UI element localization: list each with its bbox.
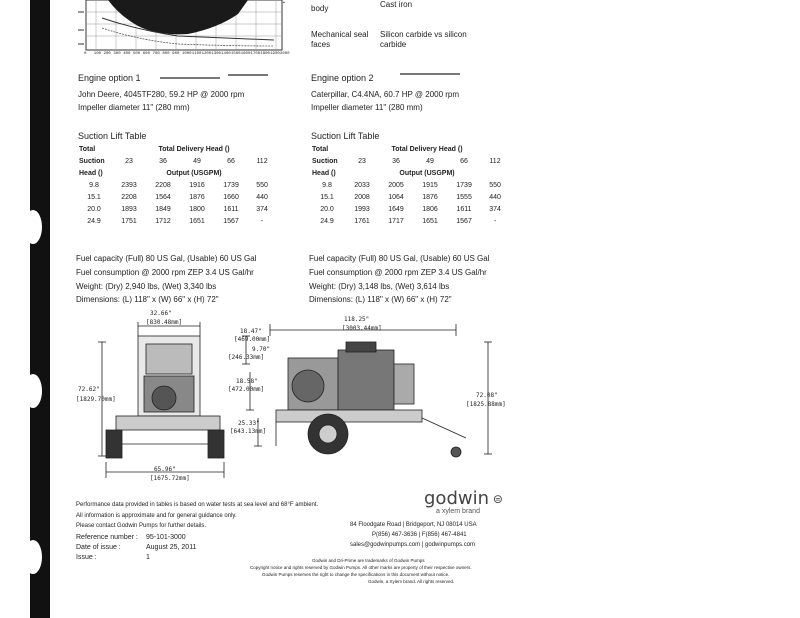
lift-cell: 374 [489, 205, 501, 213]
lift-cell: 1739 [223, 181, 239, 189]
table-row [76, 203, 276, 215]
lift-col: 66 [227, 157, 235, 165]
lift-hdr-output: Output (USGPM) [166, 169, 222, 177]
engine2-impeller: Impeller diameter 11" (280 mm) [311, 103, 423, 112]
footer-perf-note: Performance data provided in tables is based on water tests at sea level and 68°F ambient. [76, 502, 319, 508]
punch-hole [24, 210, 42, 244]
lift-cell: 2208 [155, 181, 171, 189]
lift-col: 112 [256, 157, 268, 165]
lift-cell: 1876 [189, 193, 205, 201]
material-label-seal-a: Mechanical seal [311, 30, 369, 39]
spec-dimensions-left: Dimensions: (L) 118" x (W) 66" x (H) 72" [76, 295, 219, 304]
lift-cell: 1555 [456, 193, 472, 201]
material-value-seal-a: Silicon carbide vs silicon [380, 30, 467, 39]
lift-cell: 1651 [422, 217, 438, 225]
dim-side-height: 72.08" [476, 392, 498, 399]
graph-tick-label: 1300 [211, 52, 221, 56]
footer-date-value: August 25, 2011 [146, 544, 197, 551]
graph-tick-label: 900 [172, 52, 180, 56]
material-value-body: Cast iron [380, 0, 413, 9]
footer-ref-label: Reference number : [76, 534, 138, 541]
lift-col: 49 [193, 157, 201, 165]
lift-col: 112 [489, 157, 501, 165]
dim-front-height-mm: [1829.70mm] [76, 396, 116, 403]
engine2-spec: Caterpillar, C4.4NA, 60.7 HP @ 2000 rpm [311, 90, 460, 99]
table-row [309, 179, 509, 191]
graph-tick-label: 0 [84, 52, 87, 56]
lift-cell: 1564 [155, 193, 171, 201]
lift-hdr-delivery: Total Delivery Head () [158, 145, 230, 153]
spec-fuel-consumption-left: Fuel consumption @ 2000 rpm ZEP 3.4 US Gal/hr [76, 268, 254, 277]
lift-cell: 1712 [155, 217, 171, 225]
lift-left-title: Suction Lift Table [78, 131, 147, 141]
scan-noise [160, 77, 220, 79]
lift-table-left [76, 143, 276, 227]
graph-tick-label: 300 [113, 52, 121, 56]
footer-legal-3: Godwin Pumps reserves the right to change the specifications in this document without notice. [262, 572, 450, 577]
dim-d1: 18.47" [240, 328, 262, 335]
dim-front-height: 72.62" [78, 386, 100, 393]
footer-legal-1: Godwin and Dri-Prime are trademarks of Godwin Pumps [312, 558, 425, 563]
lift-cell: 1893 [121, 205, 137, 213]
lift-cell: 1649 [388, 205, 404, 213]
lift-cell: 440 [256, 193, 268, 201]
footer-date-label: Date of issue : [76, 544, 121, 551]
lift-hdr-head: Head () [79, 169, 103, 177]
engine1-spec: John Deere, 4045TF280, 59.2 HP @ 2000 rpm [78, 90, 245, 99]
footer-ref-value: 95-101-3000 [146, 534, 186, 541]
punch-hole [24, 374, 42, 408]
graph-tick-label: 1500 [230, 52, 241, 56]
lift-cell: 1611 [456, 205, 472, 213]
lift-hdr-suction: Suction [79, 157, 105, 165]
lift-row-suction-head: 20.0 [320, 205, 334, 213]
lift-cell: 1567 [456, 217, 472, 225]
dim-d3-mm: [472.00mm] [228, 386, 265, 393]
graph-tick-label: 200 [103, 52, 111, 56]
lift-right-body [309, 179, 509, 227]
engine1-impeller: Impeller diameter 11" (280 mm) [78, 103, 190, 112]
lift-table-right [309, 143, 509, 227]
xylem-mark-icon: ⊜ [489, 492, 503, 506]
godwin-logo-text: godwin [424, 488, 489, 509]
spec-fuel-capacity-left: Fuel capacity (Full) 80 US Gal, (Usable) 60 US Gal [76, 254, 257, 263]
footer-legal-2: Copyright notice and rights reserved by Godwin Pumps. All other marks are property of their respective owners. [250, 565, 472, 570]
footer-note-approx: All information is approximate and for general guidance only. [76, 513, 237, 519]
lift-cell: 550 [489, 181, 501, 189]
scan-binding-strip [30, 0, 50, 618]
graph-tick-label: 800 [162, 52, 170, 56]
spec-fuel-consumption-right: Fuel consumption @ 2000 rpm ZEP 3.4 US Gal/hr [309, 268, 487, 277]
lift-col: 36 [392, 157, 400, 165]
dim-d4-mm: [643.13mm] [230, 428, 267, 435]
lift-row-suction-head: 15.1 [320, 193, 334, 201]
lift-left-body [76, 179, 276, 227]
dim-d2: 9.70" [252, 346, 271, 353]
lift-cell: 1993 [354, 205, 370, 213]
scan-noise [400, 73, 460, 75]
graph-tick-label: 1100 [191, 52, 202, 56]
lift-cell: 1761 [354, 217, 370, 225]
dim-side-length: 118.25" [344, 316, 370, 323]
table-row [76, 191, 276, 203]
dim-front-width-top: 32.66" [150, 310, 172, 317]
lift-cell: 440 [489, 193, 501, 201]
pump-drawing-svg [76, 306, 526, 498]
spec-weight-left: Weight: (Dry) 2,940 lbs, (Wet) 3,340 lbs [76, 282, 217, 291]
spec-dimensions-right: Dimensions: (L) 118" x (W) 66" x (H) 72" [309, 295, 452, 304]
lift-cell: 2033 [354, 181, 370, 189]
lift-cell: 1651 [189, 217, 205, 225]
lift-hdr-total: Total [312, 145, 329, 153]
graph-tick-label: 400 [123, 52, 131, 56]
table-row [309, 203, 509, 215]
footer-phone: P(856) 467-3636 | F(856) 467-4841 [372, 532, 467, 538]
lift-cell: 2393 [121, 181, 137, 189]
lift-row-suction-head: 20.0 [87, 205, 101, 213]
lift-cell: 1800 [189, 205, 205, 213]
pump-drawing [76, 306, 526, 498]
dim-side-length-mm: [3003.44mm] [342, 325, 382, 332]
graph-tick-label: 1600 [240, 52, 251, 56]
lift-cell: 1064 [388, 193, 404, 201]
lift-cell: 1806 [422, 205, 438, 213]
lift-col: 36 [159, 157, 167, 165]
spec-fuel-capacity-right: Fuel capacity (Full) 80 US Gal, (Usable) 60 US Gal [309, 254, 490, 263]
engine1-title: Engine option 1 [78, 73, 141, 83]
footer-issue-label: Issue : [76, 554, 97, 561]
lift-right-title: Suction Lift Table [311, 131, 380, 141]
graph-right-mark: ▪ [283, 0, 285, 6]
footer-note-contact: Please contact Godwin Pumps for further details. [76, 523, 207, 529]
lift-hdr-delivery: Total Delivery Head () [391, 145, 463, 153]
material-label-body: body [311, 4, 329, 13]
lift-hdr-head: Head () [312, 169, 336, 177]
lift-row-suction-head: 24.9 [87, 217, 101, 225]
performance-graph [78, 0, 288, 62]
dim-d4: 25.33" [238, 420, 260, 427]
lift-cell: 550 [256, 181, 268, 189]
lift-cell: 1849 [155, 205, 171, 213]
lift-cell: 1567 [223, 217, 239, 225]
lift-row-suction-head: 9.8 [322, 181, 332, 189]
lift-cell: 1611 [223, 205, 239, 213]
graph-tick-label: 600 [142, 52, 150, 56]
dim-d1-mm: [469.00mm] [234, 336, 271, 343]
dim-d3: 18.58" [236, 378, 258, 385]
lift-cell: 2008 [354, 193, 370, 201]
lift-cell: 1739 [456, 181, 472, 189]
footer-email: sales@godwinpumps.com | godwinpumps.com [350, 542, 476, 548]
lift-cell: 2208 [121, 193, 137, 201]
lift-row-suction-head: 24.9 [320, 217, 334, 225]
dim-d2-mm: [246.33mm] [228, 354, 265, 361]
graph-tick-label: 1900 [270, 52, 280, 56]
godwin-logo [424, 488, 503, 509]
table-row [309, 191, 509, 203]
lift-col: 49 [426, 157, 434, 165]
lift-hdr-total: Total [79, 145, 96, 153]
graph-tick-label: 1200 [201, 52, 212, 56]
lift-hdr-output: Output (USGPM) [399, 169, 455, 177]
lift-cell: 1915 [422, 181, 438, 189]
dim-front-width-bottom: 65.96" [154, 466, 176, 473]
table-row [76, 215, 276, 227]
graph-tick-label: 2000 [279, 52, 290, 56]
dim-front-width-bottom-mm: [1675.72mm] [150, 475, 190, 482]
lift-col: 23 [125, 157, 133, 165]
lift-cell: - [493, 217, 497, 225]
lift-col: 66 [460, 157, 468, 165]
table-row [309, 215, 509, 227]
lift-row-suction-head: 9.8 [89, 181, 99, 189]
dim-front-width-top-mm: [830.48mm] [146, 319, 183, 326]
graph-axis-ticks [84, 52, 290, 56]
lift-cell: 374 [256, 205, 268, 213]
punch-hole [24, 540, 42, 574]
lift-cell: - [260, 217, 264, 225]
godwin-logo-sub: a xylem brand [436, 508, 480, 515]
spec-weight-right: Weight: (Dry) 3,148 lbs, (Wet) 3,614 lbs [309, 282, 450, 291]
dim-side-height-mm: [1825.88mm] [466, 401, 506, 408]
lift-col: 23 [358, 157, 366, 165]
graph-tick-label: 1700 [250, 52, 261, 56]
lift-cell: 1717 [388, 217, 404, 225]
graph-tick-label: 1000 [181, 52, 192, 56]
lift-hdr-suction: Suction [312, 157, 338, 165]
lift-cell: 1751 [121, 217, 137, 225]
lift-cell: 1660 [223, 193, 239, 201]
graph-tick-label: 1800 [260, 52, 270, 56]
scan-noise [228, 74, 268, 76]
table-row [76, 179, 276, 191]
graph-tick-label: 1400 [221, 52, 231, 56]
material-value-seal-b: carbide [380, 40, 407, 49]
engine2-title: Engine option 2 [311, 73, 374, 83]
lift-cell: 1916 [189, 181, 205, 189]
lift-row-suction-head: 15.1 [87, 193, 101, 201]
material-label-seal-b: faces [311, 40, 331, 49]
graph-tick-label: 700 [152, 52, 160, 56]
graph-tick-label: 500 [132, 52, 141, 56]
footer-legal-4: Godwin, a Xylem brand. All rights reserved. [368, 579, 455, 584]
footer-issue-value: 1 [146, 554, 150, 561]
lift-cell: 1876 [422, 193, 438, 201]
graph-tick-label: 100 [93, 52, 101, 56]
lift-cell: 2005 [388, 181, 404, 189]
footer-address: 84 Floodgate Road | Bridgeport, NJ 08014 USA [350, 522, 477, 528]
